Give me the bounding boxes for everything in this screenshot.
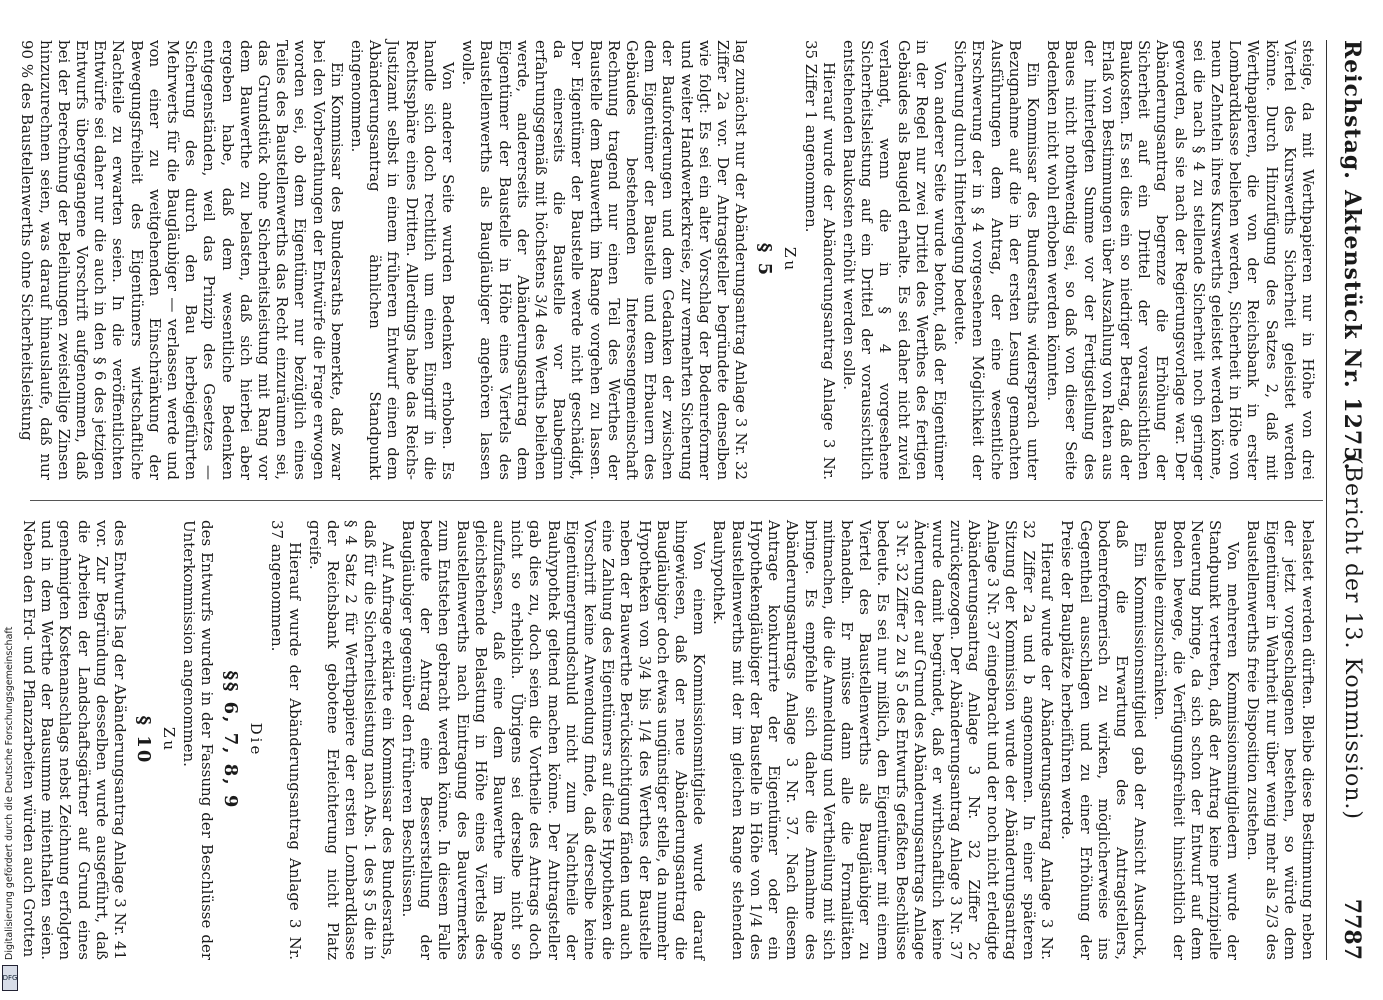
- dfg-logo: DFG: [2, 965, 18, 991]
- paragraph: Auf Anfrage erklärte ein Kommissar des Bundesraths, daß für die Sicherheitsleistung nach Abs. 1 des § 5 die in § 4 Satz 2 für Werthpapiere der ersten Lombardklasse der Reichsbank gebotene Erleichterung nicht Platz greife.: [306, 520, 397, 960]
- paragraph: Hierauf wurde der Abänderungsantrag Anlage 3 Nr. 37 angenommen.: [267, 520, 304, 960]
- paragraph: Hierauf wurde der Abänderungsantrag Anlage 3 Nr. 32 Ziffer 2a und b angenommen. In einer späteren Sitzung der Kommission wurde der Abänderungsantrag Anlage 3 Nr. 37 eingebracht und der noch nicht erledigte Abänderungsantrag Anlage 3 Nr. 32 Ziffer 2c zurückgezogen. Der Abänderungsantrag Anlage 3 Nr. 37 wurde damit begründet, daß er wirthschaftlich keine Änderung der auf Grund des Abänderungsantrags Anlage 3 Nr. 32 Ziffer 2 zu § 5 des Entwurfs gefaßten Beschlüsse bedeute. Es sei nur mißlich, den Eigentümer mit einem Viertel des Baustellenwerths als Baugläubiger zu behandeln. Er müsse dann alle die Formalitäten mitmachen, die die Anmeldung und Vertheilung mit sich bringe. Es empfehle sich daher die Annahme des Abänderungsantrags Anlage 3 Nr. 37. Nach diesem Antrage konkurrirte der Eigentümer oder ein Hypothekengläubiger der Baustelle in Höhe von 1/4 des Baustellenwerths mit der im gleichen Range stehenden Bauhypothek.: [710, 520, 1057, 960]
- header-right: (Bericht der 13. Kommission.): [1340, 456, 1365, 820]
- column-divider: [30, 500, 1323, 501]
- left-column: [18, 40, 1317, 480]
- paragraph: des Entwurfs lag der Abänderungsantrag Anlage 3 Nr. 41 vor. Zur Begründung desselben wurde ausgeführt, daß die Arbeiten der Landschaftsgärtner auf Grund eines genehmigten Kostenanschlags nebst Zeichnung erfolgten und in dem Werthe der Bausumme mitenthalten seien. Neben den Erd- und Pflanzarbeiten würden auch Grotten: [20, 520, 130, 960]
- paragraph: Von mehreren Kommissionsmitgliedern wurde der Standpunkt vertreten, daß der Antrag keine prinzipielle Neuerung bringe, da sich schon der Entwurf auf dem Boden bewege, die Verfügungsfreiheit hinsichtlich der Baustelle einzuschränken.: [1151, 520, 1243, 960]
- right-column: [20, 520, 1317, 960]
- page-header: [1329, 40, 1373, 960]
- section-heading: § 10: [133, 715, 155, 765]
- header-rule: [1326, 40, 1327, 960]
- section-heading: §§ 6, 7, 8, 9: [220, 670, 242, 810]
- section-heading: § 5: [754, 242, 776, 278]
- subheading: Die: [247, 722, 266, 758]
- subheading: Zu: [781, 246, 800, 274]
- paragraph: Ein Kommissar des Bundesraths bemerkte, daß zwar bei den Vorberathungen der Entwürfe die Frage erwogen worden sei, ob dem Eigentümer nur bezüglich eines Teiles des Baustellenwerths das Recht einzuräumen sei, das Grundstück ohne Sicherheitsleistung mit Rang vor dem Bauwerthe zu belasten, daß sich hierbei aber ergeben habe, daß dem wesentliche Bedenken entgegenständen, weil das Prinzip des Gesetzes — Sicherung des durch den Bau herbeigeführten Mehrwerts für die Baugläubiger — verlassen werde und von einer zu weitgehenden Einschränkung der Bewegungsfreiheit des Eigentümers wirtschaftliche Nachteile zu erwarten seien. In die veröffentlichten Entwürfe sei daher nur die auch in den § 6 des jetzigen Entwurfs übergegangene Vorschrift aufgenommen, daß bei der Berechnung der Beleihungen zweistellige Zinsen hinzuzurechnen seien, was darauf hinauslaufe, daß nur 90 % des Baustellenwerths ohne Sicherheitsleistung: [18, 40, 346, 480]
- paragraph: Ein Kommissar des Bundesraths widersprach unter Bezugnahme auf die in der ersten Lesung gemachten Ausführungen dem Antrag, der eine wesentliche Erschwerung der in § 4 vorgesehenen Möglichkeit der Sicherung durch Hinterlegung bedeute.: [951, 40, 1042, 480]
- subheading: Zu: [160, 726, 179, 754]
- paragraph: lag zunächst nur der Abänderungsantrag Anlage 3 Nr. 32 Ziffer 2a vor. Der Antragsteller begründete denselben wie folgt: Es sei ein alter Vorschlag der Bodenreformer und weiter Handwerkerkreise, zur vermehrten Sicherung der Bauforderungen und dem Gedanken der zwischen dem Eigentümer der Baustelle und dem Erbauern des Gebäudes bestehenden Interessengemeinschaft Rechnung tragend nur einen Teil des Werthes der Baustelle dem Bauwerth im Range vorgehen zu lassen. Der Eigentümer der Baustelle werde nicht geschädigt, da einerseits die Baustelle vor Baubeginn erfahrungsgemäß mit höchstens 3/4 des Werths beliehen werde, andererseits der Abänderungsantrag dem Eigentümer der Baustelle in Höhe eines Viertels des Baustellenwerths als Baugläubiger angehören lassen wolle.: [459, 40, 751, 480]
- page-number: 7787: [1339, 898, 1365, 960]
- paragraph: steige, da mit Werthpapieren nur in Höhe von drei Viertel des Kurswerths Sicherheit geleistet werden könne. Durch Hinzufügung des Satzes 2, daß mit Werthpapieren, die von der Reichsbank in erster Lombardklasse beliehen werden, Sicherheit in Höhe von neun Zehnteln ihres Kurswerths geleistet werden könne, sei die nach § 4 zu stellende Sicherheit noch geringer geworden, als sie nach der Regierungsvorlage war. Der Abänderungsantrag begrenze die Erhöhung der Sicherheit auf ein Drittel der voraussichtlichen Baukosten. Es sei dies ein so niedriger Betrag, daß der Erlaß von Bestimmungen über Auszahlung von Raten aus der hinterlegten Summe vor der Fertigstellung des Baues nicht nothwendig sei, so daß von dieser Seite Bedenken nicht wohl erhoben werden könnten.: [1044, 40, 1317, 480]
- paragraph: belastet werden dürften. Bleibe diese Bestimmung neben der jetzt vorgeschlagenen bestehen, so würde dem Eigentümer in Wahrheit nur über wenig mehr als 2/3 des Baustellenwerths freie Disposition zustehen.: [1244, 520, 1317, 960]
- digitization-credit: Digitalisierung gefördert durch die Deutsche Forschungsgemeinschaft: [4, 626, 15, 960]
- paragraph: des Entwurfs wurden in der Fassung der Beschlüsse der Unterkommission angenommen.: [180, 520, 217, 960]
- paragraph: Hierauf wurde der Abänderungsantrag Anlage 3 Nr. 35 Ziffer 1 angenommen.: [801, 40, 838, 480]
- paragraph: Von anderer Seite wurden Bedenken erhoben. Es handle sich doch rechtlich um einen Eingriff in die Rechtssphäre eines Dritten. Allerdings habe das Reichs-Justizamt selbst in einem früheren Entwurf einen dem Abänderungsantrag ähnlichen Standpunkt eingenommen.: [348, 40, 458, 480]
- header-middle: Aktenstück Nr. 1275.: [1339, 190, 1365, 472]
- paragraph: Ein Kommissionsmitglied gab der Ansicht Ausdruck, daß die Erwartung des Antragstellers, bodenreformerisch zu wirken, möglicherweise ins Gegentheil ausschlagen und zu einer Erhöhung der Preise der Bauplätze herbeiführen werde.: [1058, 520, 1150, 960]
- header-left: Reichstag.: [1339, 40, 1365, 180]
- paragraph: Von einem Kommissionsmitgliede wurde darauf hingewiesen, daß der neue Abänderungsantrag die Baugläubiger doch etwas ungünstiger stelle, da nunmehr Hypotheken von 3/4 bis 1/4 des Werthes der Baustelle neben der Bauwerthe Berücksichtigung fänden und auch eine Zahlung des Eigentümers auf diese Hypotheken die Vorschrift keine Anwendung finde, daß derselbe keine Eigentümergrundschuld nicht zum Nachtheile der Bauhypothek geltend machen könne. Der Antragsteller gab dies zu, doch seien die Vortheile des Antrags doch nicht so erheblich. Übrigens sei derselbe nicht so aufzufassen, daß eine dem Bauwerthe im Range gleichstehende Belastung in Höhe eines Viertels des Baustellenwerths nach Eintragung des Bauvermerkes zum Entstehen gebracht werden könne. In diesem Falle bedeute der Antrag eine Besserstellung der Baugläubiger gegenüber den früheren Beschlüssen.: [399, 520, 709, 960]
- paragraph: Von anderer Seite wurde betont, daß der Eigentümer in der Regel nur zwei Drittel des Werthes des fertigen Gebäudes als Baugeld erhalte. Es sei daher nicht zuviel verlangt, wenn die in § 4 vorgesehene Sicherheitsleistung auf ein Drittel der voraussichtlich entstehenden Baukosten erhöht werden solle.: [839, 40, 949, 480]
